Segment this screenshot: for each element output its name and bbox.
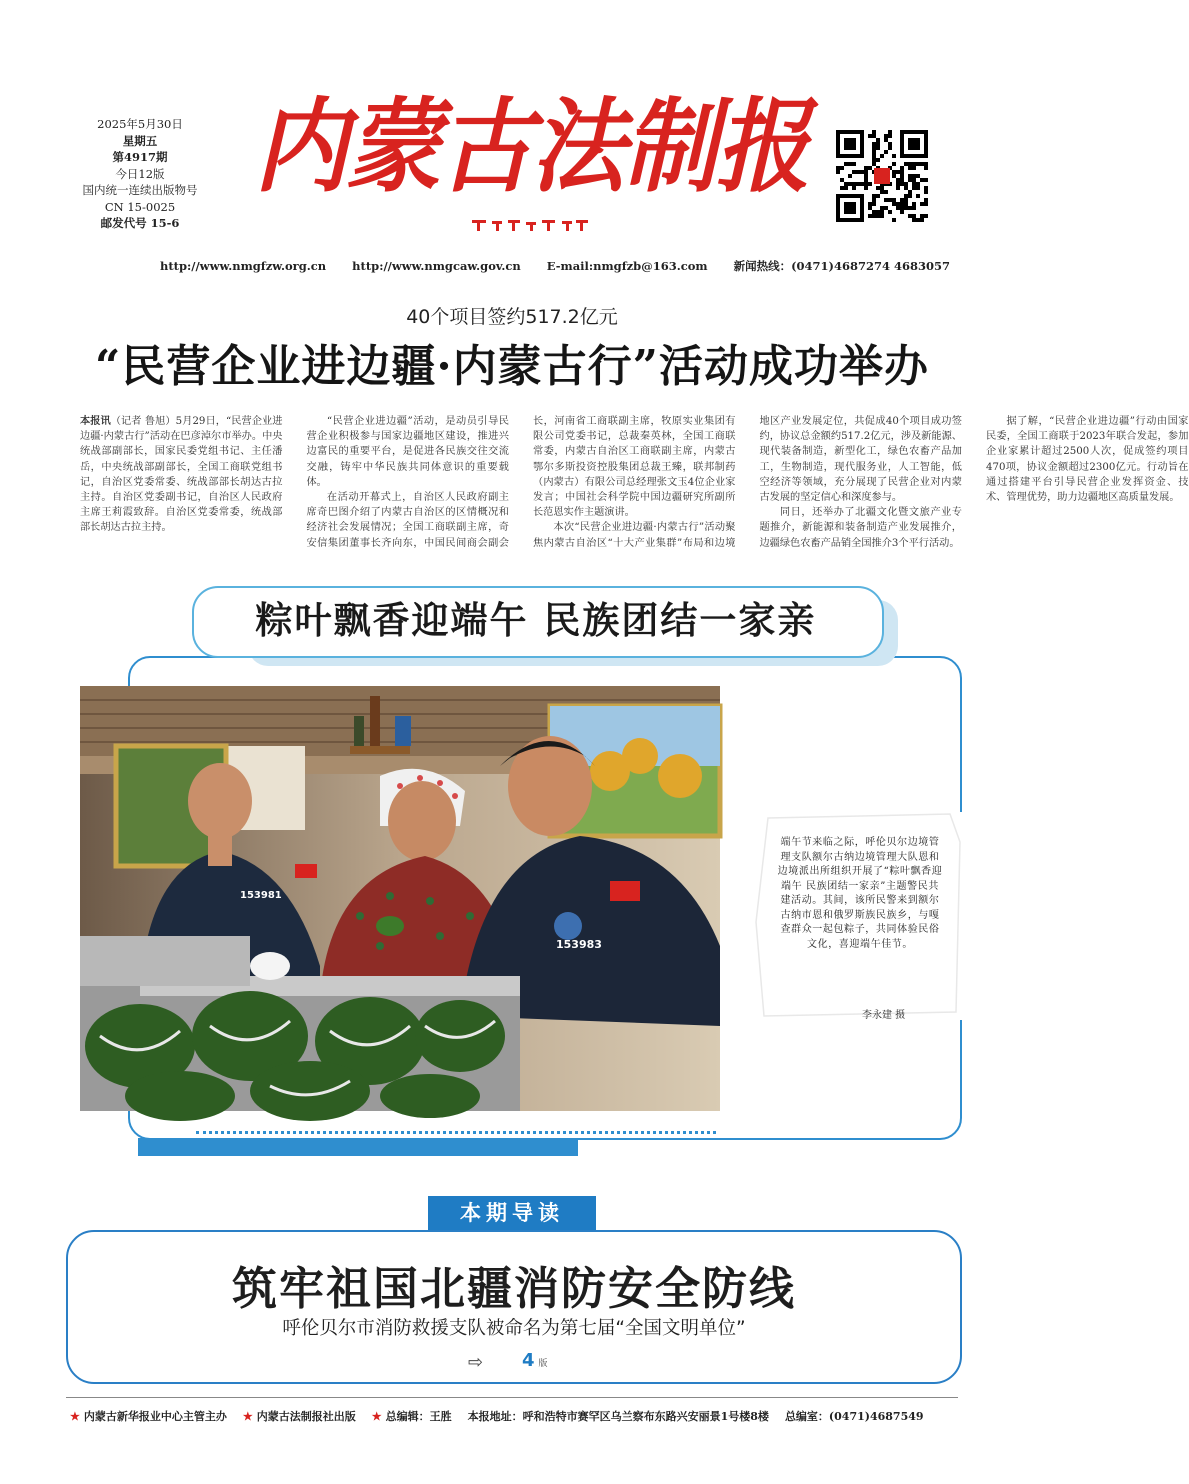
article-paragraph: 本报讯（记者 鲁旭）5月29日，“民营企业进边疆·内蒙古行”活动在巴彦淖尔市举办。中央统战部副部长，国家民委党组书记、主任潘岳，中央统战部副部长，全国工商联党组书记，自治区党委常委、统战部部长胡达古拉主持。自治区党委副书记，自治区人民政府主席王莉霞致辞。自治区党委常委，统战部部长胡达古拉主持。: [80, 415, 283, 534]
photo-caption: 端午节来临之际，呼伦贝尔边境管理支队额尔古纳边境管理大队恩和边境派出所组织开展了“粽叶飘香迎端午 民族团结一家亲”主题警民共建活动。其间，该所民警来到额尔古纳市恩和俄罗斯族民族乡，与嘎查群众一起包粽子，共同体验民俗文化，喜迎端午佳节。: [777, 837, 943, 950]
issue-info: [60, 116, 220, 232]
reporter: （记者 鲁旭）: [110, 416, 176, 427]
footer-editorial: 总编室：(0471)4687549: [784, 1410, 924, 1423]
article-paragraph: 据了解，“民营企业进边疆”行动由国家民委，全国工商联于2023年联合发起，参加企业家累计超过2500人次，促成签约项目470项，协议金额超过2300亿元。行动旨在通过搭建平台引导民营企业发挥资金、技术、管理优势，助力边疆地区高质量发展。: [986, 416, 1189, 504]
photo-title: 粽叶飘香迎端午 民族团结一家亲: [255, 598, 817, 642]
dotted-divider: [196, 1131, 716, 1134]
guide-title[interactable]: 筑牢祖国北疆消防安全防线: [231, 1262, 796, 1315]
qr-code-icon: [836, 130, 928, 222]
newspaper-logo: [246, 84, 820, 207]
star-icon: ★: [70, 1410, 80, 1423]
issue-date: 2025年5月30日: [97, 117, 183, 131]
byline: 本报讯: [80, 415, 111, 427]
article-paragraph: 在活动开幕式上，自治区人民政府副主席奇巴图介绍了内蒙古自治区的区情概况和经济社会发展情况；全国工商联副主席，奇安信集团董事长齐向东，中国民间商会副会长，河南省工商联副主席，牧原实业集团有限公司党委书记，总裁秦英林，全国工商联常委，内蒙古自治区工商联副主席，内蒙古鄂尔多斯投资控股集团总裁王臻，联邦制药（内蒙古）有限公司总经理张文玉4位企业家发言；中国社会科学院中国边疆研究所副所长范恩实作主题演讲。: [306, 416, 736, 549]
article-paragraph: “民营企业进边疆”活动，是动员引导民营企业积极参与国家边疆地区建设，推进兴边富民的重要平台，是促进各民族交往交流交融，铸牢中华民族共同体意识的重要载体。: [306, 416, 509, 488]
issue-pages: 今日12版: [115, 166, 165, 181]
footer-address: 本报地址：呼和浩特市赛罕区乌兰察布东路兴安丽景1号楼8楼: [467, 1410, 769, 1423]
hotline: 新闻热线：(0471)4687274 4683057: [733, 259, 951, 273]
photographer-credit: 李永建 摄: [862, 1010, 906, 1021]
logo-text: 内蒙古法制报: [254, 87, 820, 207]
guide-subtitle: 呼伦贝尔市消防救援支队被命名为第七届“全国文明单位”: [282, 1318, 746, 1339]
cn-number: CN 15-0025: [104, 199, 176, 214]
serial-label: 国内统一连续出版物号: [82, 183, 198, 197]
postal-code: 邮发代号 15-6: [100, 216, 180, 230]
issue-weekday: 星期五: [122, 133, 158, 148]
guide-tab: 本期导读: [428, 1196, 596, 1230]
star-icon: ★: [242, 1410, 253, 1423]
article-paragraph: 同日，还举办了北疆文化暨文旅产业专题推介，新能源和装备制造产业发展推介，边疆绿色农畜产品销全国推介3个平行活动。: [759, 507, 962, 549]
star-icon: ★: [371, 1410, 382, 1423]
website-link-2[interactable]: http://www.nmgcaw.gov.cn: [352, 259, 521, 273]
footer: [70, 1408, 960, 1424]
footer-item: ★ 内蒙古新华报业中心主管主办: [70, 1410, 227, 1423]
page-number: 4: [522, 1350, 535, 1371]
footer-item: ★ 总编辑：王胜: [371, 1410, 452, 1423]
contact-bar: [160, 258, 951, 274]
website-link-1[interactable]: http://www.nmgfzw.org.cn: [160, 259, 327, 273]
issue-number: 第4917期: [112, 150, 168, 164]
article-paragraph: 本次“民营企业进边疆·内蒙古行”活动聚焦内蒙古自治区“十大产业集群”布局和边境地区产业发展定位，共促成40个项目成功签约，协议总金额约517.2亿元，涉及新能源、现代装备制造，新型化工，绿色农畜产品加工，生物制造，现代服务业，人工智能，低空经济等领域，充分展现了民营企业对内蒙古发展的坚定信心和深度参与。: [533, 416, 962, 549]
mongolian-logo: [470, 217, 590, 231]
arrow-right-icon: ⇨: [468, 1352, 484, 1373]
footer-divider: [66, 1397, 958, 1398]
lead-headline: “民营企业进边疆·内蒙古行”活动成功举办: [95, 341, 929, 392]
email-link[interactable]: E-mail:nmgfzb@163.com: [546, 259, 708, 273]
photo-frame-bar: [138, 1138, 578, 1156]
badge-number-left: 153981: [240, 890, 282, 901]
page-unit: 版: [538, 1359, 548, 1369]
page-reference[interactable]: [522, 1350, 548, 1371]
footer-item: ★ 内蒙古法制报社出版: [242, 1410, 356, 1423]
lead-subhead: 40个项目签约517.2亿元: [406, 306, 618, 328]
badge-number-right: 153983: [556, 938, 602, 951]
lead-article-body: [80, 414, 1189, 564]
news-photo: [80, 686, 720, 1111]
